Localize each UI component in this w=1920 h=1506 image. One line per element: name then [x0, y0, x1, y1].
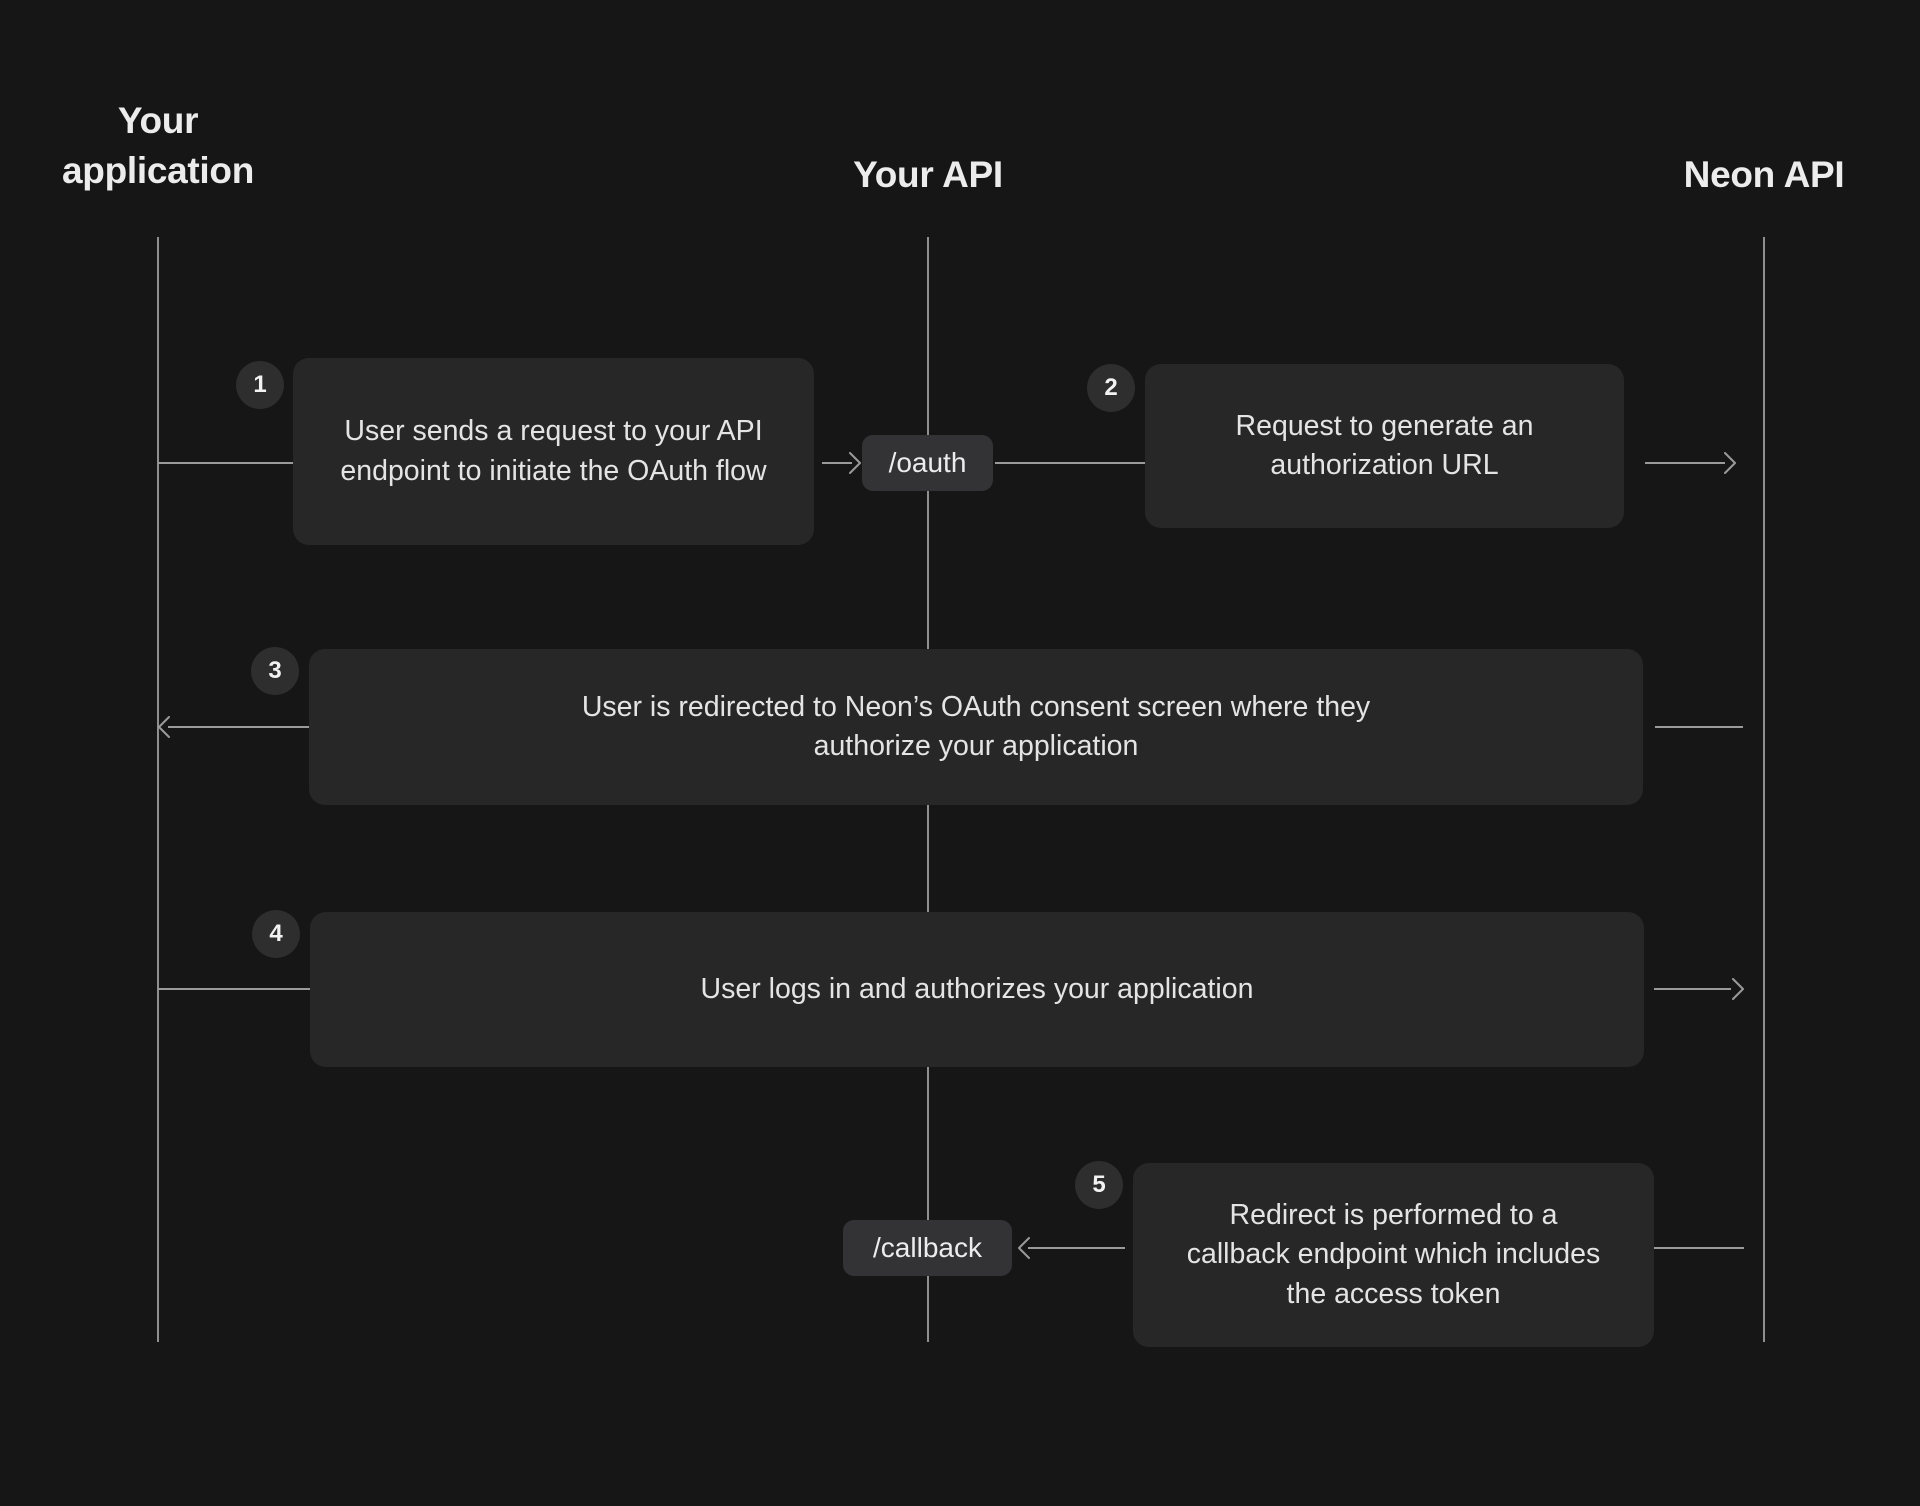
step-3-box: [309, 649, 1643, 805]
step-text: Redirect is performed to a callback endpoint which includes the access token: [1186, 1199, 1601, 1310]
connector-line: [1655, 726, 1743, 728]
connector-line: [995, 462, 1145, 464]
endpoint-label: /callback: [873, 1232, 982, 1263]
step-number: 5: [1092, 1171, 1106, 1198]
lifeline-neon-api: [1763, 237, 1765, 1342]
oauth-endpoint-pill: [862, 435, 993, 491]
step-4-box: [310, 912, 1644, 1067]
step-2-box: [1145, 364, 1624, 528]
step-5-box: [1133, 1163, 1654, 1347]
step-1-box: [293, 358, 814, 545]
connector-line: [1654, 1247, 1744, 1249]
step-3-badge: [251, 647, 299, 695]
connector-line: [168, 726, 309, 728]
connector-line: [158, 462, 293, 464]
step-4-badge: [252, 910, 300, 958]
arrowhead-right-icon: [848, 452, 862, 474]
connector-line: [1028, 1247, 1125, 1249]
actor-label-your-api: Your API: [853, 154, 1003, 195]
step-text: User sends a request to your API endpoint to initiate the OAuth flow: [340, 415, 767, 487]
step-5-badge: [1075, 1161, 1123, 1209]
step-text: User is redirected to Neon’s OAuth consent screen where they authorize your application: [581, 690, 1371, 762]
step-number: 2: [1104, 374, 1118, 401]
step-1-badge: [236, 361, 284, 409]
arrowhead-right-icon: [1731, 978, 1745, 1000]
lifeline-your-application: [157, 237, 159, 1342]
arrowhead-right-icon: [1723, 452, 1737, 474]
actor-label-your-application: Your application: [62, 100, 254, 192]
step-number: 4: [269, 920, 283, 947]
step-number: 3: [268, 657, 282, 684]
step-text: Request to generate an authorization URL: [1235, 409, 1534, 481]
endpoint-label: /oauth: [888, 447, 967, 478]
step-text: User logs in and authorizes your application: [700, 972, 1254, 1005]
step-number: 1: [253, 371, 267, 398]
connector-line: [1654, 988, 1731, 990]
step-2-badge: [1087, 364, 1135, 412]
connector-line: [158, 988, 310, 990]
callback-endpoint-pill: [843, 1220, 1012, 1276]
connector-line: [1645, 462, 1725, 464]
actor-label-neon-api: Neon API: [1683, 154, 1845, 195]
